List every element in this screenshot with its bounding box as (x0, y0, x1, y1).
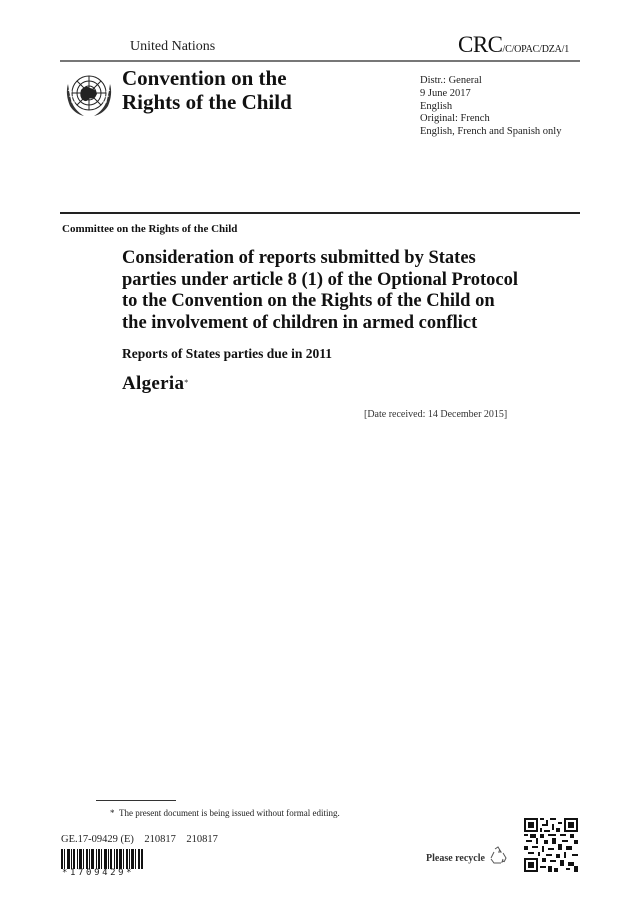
header-rule (60, 60, 580, 62)
recycle-icon (487, 845, 509, 867)
convention-title-line2: Rights of the Child (122, 90, 292, 114)
distr-languages-only: English, French and Spanish only (420, 126, 562, 138)
document-heading (122, 248, 562, 334)
document-symbol-prefix: CRC (458, 32, 503, 57)
distr-language: English (420, 100, 453, 112)
un-emblem-icon (62, 66, 116, 120)
section-rule (60, 212, 580, 214)
heading-line: to the Convention on the Rights of the Child on (122, 291, 495, 311)
footnote-rule (96, 800, 176, 801)
distribution-block (420, 75, 561, 139)
heading-line: parties under article 8 (1) of the Optional Protocol (122, 269, 518, 290)
convention-title (122, 66, 292, 114)
distr-label: Distr.: General (420, 75, 482, 86)
document-symbol-suffix: /C/OPAC/DZA/1 (502, 44, 570, 55)
distr-original: Original: French (420, 113, 490, 125)
barcode-icon (61, 849, 149, 869)
qr-code-icon (524, 818, 578, 872)
footnote (110, 808, 340, 818)
job-number: GE.17-09429 (E) 210817 210817 (61, 834, 218, 845)
heading-line: the involvement of children in armed conflict (122, 312, 478, 333)
country-heading (122, 373, 189, 395)
date-received: [Date received: 14 December 2015] (364, 409, 508, 420)
country-name: Algeria (122, 373, 185, 394)
barcode-text: *1709429* (62, 868, 135, 878)
reports-subheading: Reports of States parties due in 2011 (122, 346, 332, 361)
recycle-label: Please recycle (426, 853, 485, 864)
footnote-reference[interactable]: * (184, 378, 189, 387)
document-symbol (458, 32, 569, 58)
organization-label: United Nations (130, 39, 216, 54)
distr-date: 9 June 2017 (420, 87, 471, 99)
convention-title-line1: Convention on the (122, 66, 287, 90)
committee-name: Committee on the Rights of the Child (62, 223, 238, 235)
heading-line: Consideration of reports submitted by States (122, 248, 476, 268)
footnote-mark: * (110, 808, 115, 818)
footnote-text: The present document is being issued without formal editing. (119, 808, 340, 818)
